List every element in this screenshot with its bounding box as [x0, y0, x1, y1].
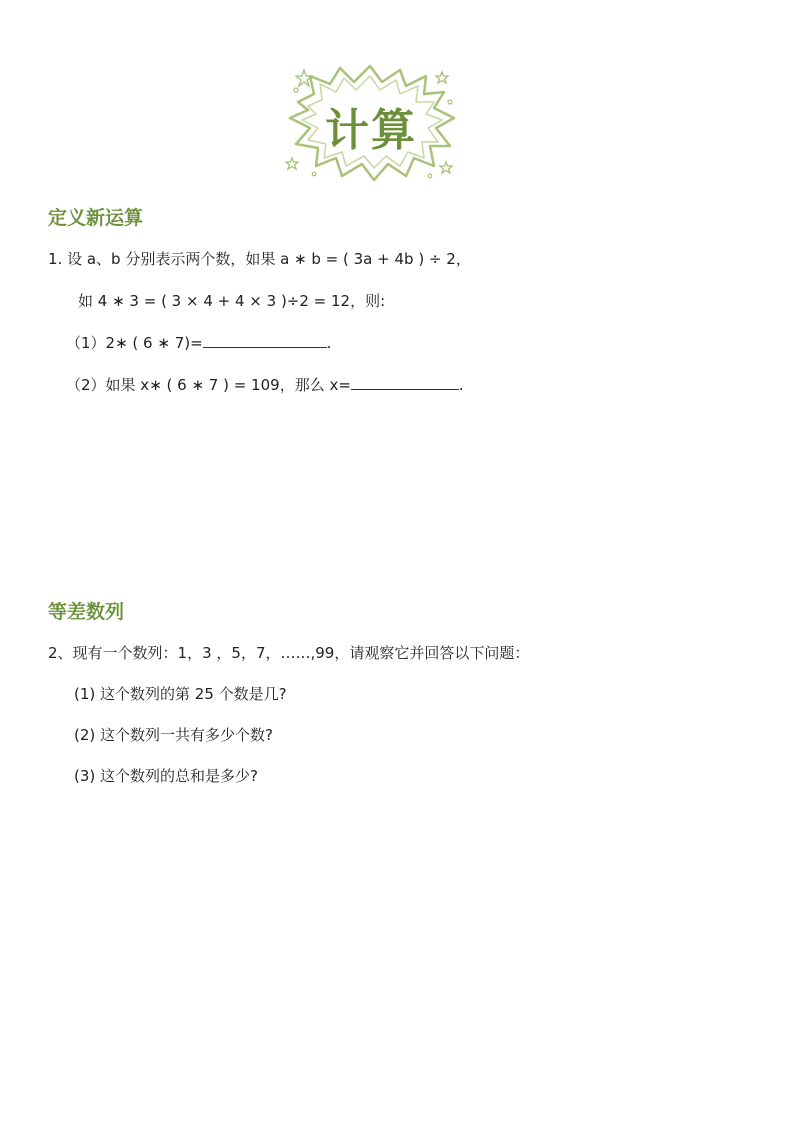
question-1-part-2-end: .: [458, 376, 464, 394]
question-1-part-1-end: .: [326, 334, 332, 352]
question-2-part-2: (2) 这个数列一共有多少个数?: [74, 726, 273, 744]
title-badge: [284, 62, 458, 182]
page-title: 计算: [325, 105, 417, 156]
question-1-part-2-text: （2）如果 x∗ ( 6 ∗ 7 ) = 109，那么 x=: [66, 376, 351, 394]
question-1-part-1: [66, 332, 331, 353]
question-1-line-2: 如 4 ∗ 3 = ( 3 × 4 + 4 × 3 )÷2 = 12，则:: [78, 292, 386, 310]
section-title-new-operation: 定义新运算: [48, 207, 144, 229]
question-1-part-2: [66, 374, 464, 395]
answer-blank-1[interactable]: [203, 333, 327, 348]
question-2-part-1: (1) 这个数列的第 25 个数是几?: [74, 685, 287, 703]
question-1-part-1-text: （1）2∗ ( 6 ∗ 7)=: [66, 334, 203, 352]
question-2-intro: 2、现有一个数列：1，3 ，5，7，……,99，请观察它并回答以下问题：: [48, 644, 530, 662]
section-title-arithmetic-sequence: 等差数列: [48, 601, 125, 623]
question-2-part-3: (3) 这个数列的总和是多少?: [74, 767, 258, 785]
answer-blank-2[interactable]: [351, 375, 459, 390]
question-1-line-1: 1. 设 a、b 分别表示两个数，如果 a ∗ b = ( 3a + 4b ) ÷ 2，: [48, 250, 471, 268]
